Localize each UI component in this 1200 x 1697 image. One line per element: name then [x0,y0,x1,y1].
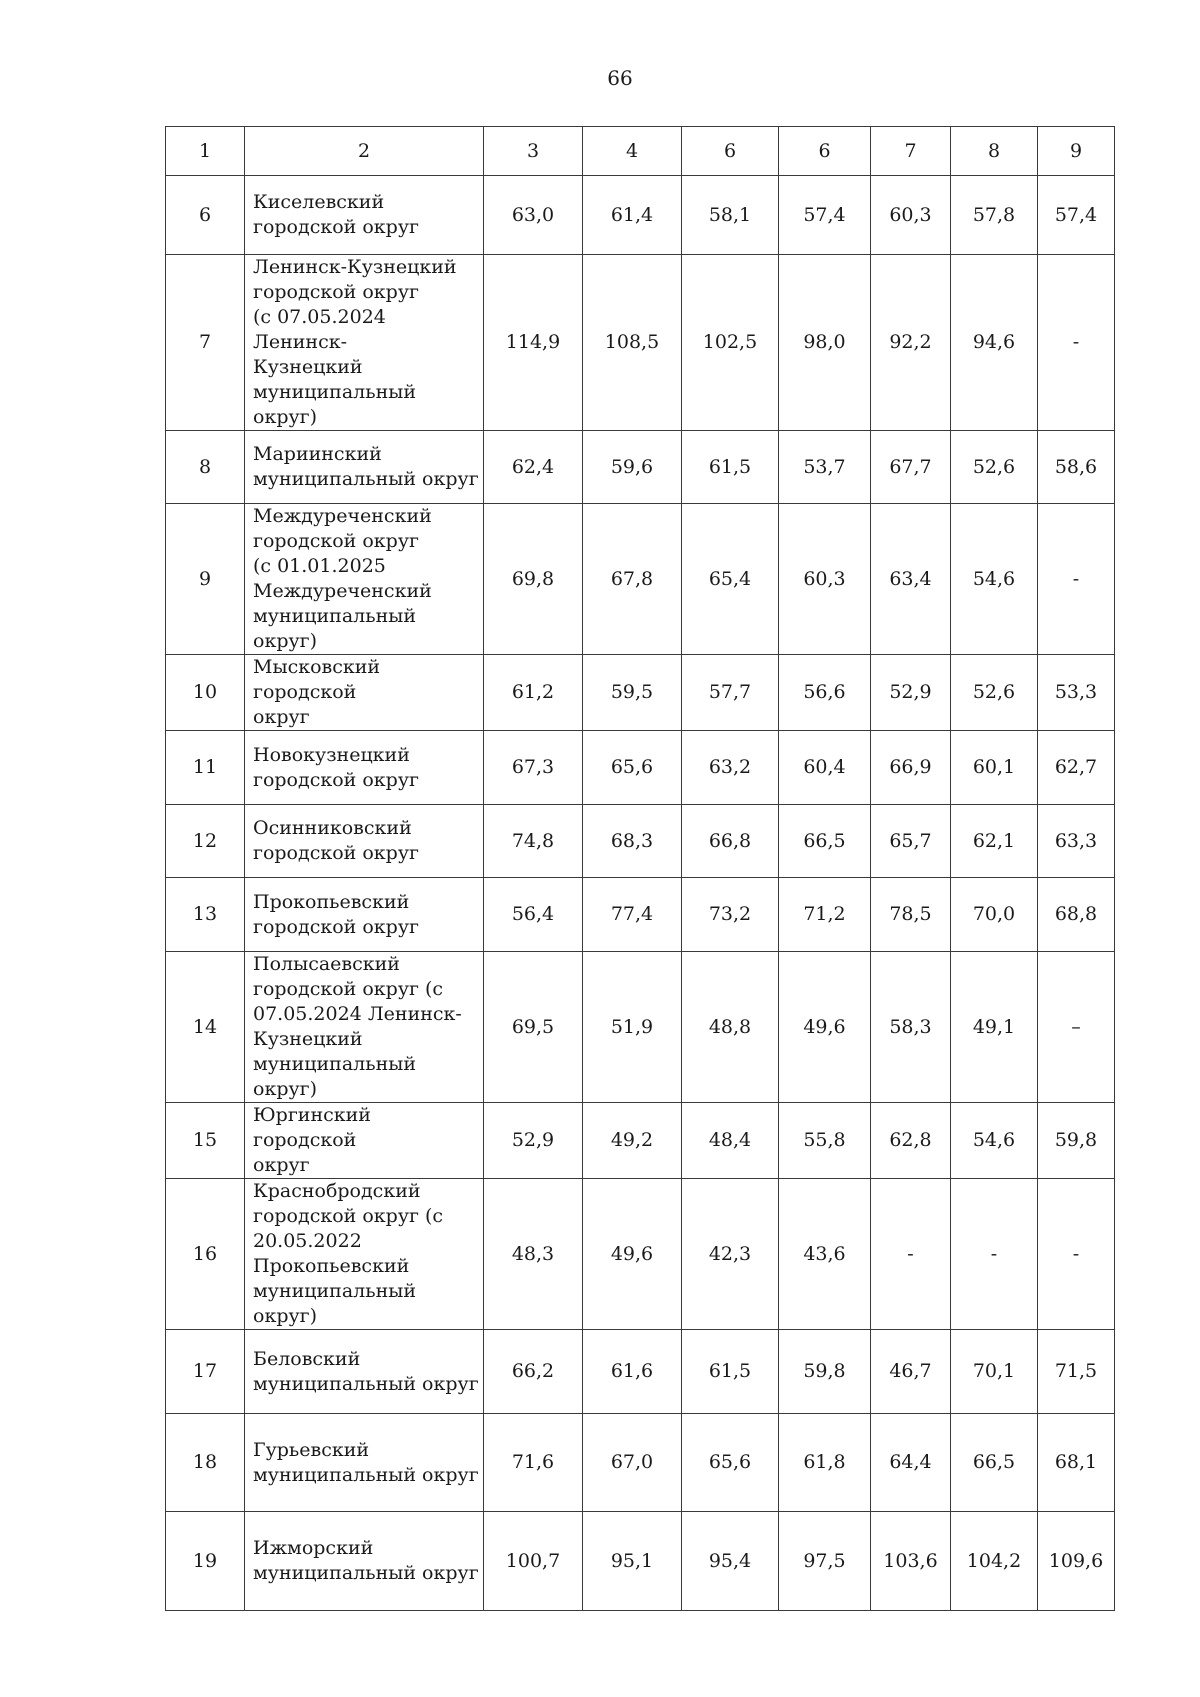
value-cell: 49,1 [951,952,1038,1103]
row-number-cell: 7 [166,255,245,431]
row-number-cell: 11 [166,731,245,805]
value-cell: 49,6 [779,952,871,1103]
value-cell: 59,8 [779,1330,871,1414]
value-cell: 68,8 [1038,878,1115,952]
municipality-name-line: городской округ (с [253,978,444,1000]
value-cell: 60,3 [871,176,951,255]
value-cell: 66,5 [779,805,871,878]
table-row [166,655,1115,731]
municipality-name-cell [245,1179,484,1330]
municipality-name-cell [245,255,484,431]
municipality-name-line: муниципальный округ) [253,381,417,428]
value-cell: 66,2 [484,1330,583,1414]
municipality-name-line: 07.05.2024 Ленинск- [253,1003,462,1025]
value-cell: 57,4 [779,176,871,255]
value-cell: 52,6 [951,431,1038,504]
value-cell: 61,5 [682,431,779,504]
table-row [166,176,1115,255]
municipality-name-line: Беловский [253,1347,361,1370]
municipality-name-line: муниципальный округ) [253,1280,417,1327]
column-number-cell: 9 [1038,127,1115,176]
value-cell: 77,4 [583,878,682,952]
column-number-cell: 7 [871,127,951,176]
municipality-name-line: городской округ [253,768,419,791]
value-cell: 68,1 [1038,1414,1115,1512]
value-cell: 63,3 [1038,805,1115,878]
column-number-cell: 6 [682,127,779,176]
municipality-name-line: Кузнецкий [253,1028,363,1050]
value-cell: 64,4 [871,1414,951,1512]
value-cell: 49,6 [583,1179,682,1330]
row-number-cell: 14 [166,952,245,1103]
value-cell: 61,5 [682,1330,779,1414]
value-cell: 53,3 [1038,655,1115,731]
municipality-name-line: Ижморский [253,1537,374,1559]
value-cell: 95,4 [682,1512,779,1611]
value-cell: 70,1 [951,1330,1038,1414]
data-table [165,126,1115,1611]
value-cell: 68,3 [583,805,682,878]
value-cell: 71,6 [484,1414,583,1512]
value-cell: 63,0 [484,176,583,255]
municipality-name-line: 20.05.2022 [253,1230,362,1252]
municipality-name-line: Прокопьевский [253,1255,410,1277]
value-cell: 59,8 [1038,1103,1115,1179]
value-cell: 66,9 [871,731,951,805]
value-cell: 51,9 [583,952,682,1103]
row-number-cell: 6 [166,176,245,255]
table-row [166,1103,1115,1179]
table-row [166,504,1115,655]
value-cell: 92,2 [871,255,951,431]
value-cell: 62,7 [1038,731,1115,805]
municipality-name-line: Осинниковский [253,817,412,839]
value-cell: 57,4 [1038,176,1115,255]
value-cell: 52,6 [951,655,1038,731]
column-number-cell: 2 [245,127,484,176]
value-cell: 57,8 [951,176,1038,255]
municipality-name-line: (с 01.01.2025 [253,555,386,577]
municipality-name-cell [245,1330,484,1414]
value-cell: 104,2 [951,1512,1038,1611]
municipality-name-line: округ [253,1154,310,1176]
value-cell: 71,2 [779,878,871,952]
municipality-name-line: городской округ [253,216,419,238]
row-number-cell: 13 [166,878,245,952]
table-row [166,1512,1115,1611]
value-cell: 61,4 [583,176,682,255]
municipality-name-cell [245,805,484,878]
page-number: 66 [607,66,633,90]
row-number-cell: 8 [166,431,245,504]
municipality-name-cell [245,655,484,731]
value-cell: 78,5 [871,878,951,952]
value-cell: 58,6 [1038,431,1115,504]
municipality-name-cell [245,952,484,1103]
table-row [166,1179,1115,1330]
column-number-cell: 4 [583,127,682,176]
value-cell: 54,6 [951,1103,1038,1179]
value-cell: 94,6 [951,255,1038,431]
value-cell: 65,6 [682,1414,779,1512]
municipality-name-line: муниципальный округ [253,1372,479,1395]
column-number-cell: 3 [484,127,583,176]
value-cell: 67,7 [871,431,951,504]
value-cell: 58,1 [682,176,779,255]
municipality-name-line: Кузнецкий [253,356,363,378]
value-cell: 59,6 [583,431,682,504]
municipality-name-line: Междуреченский [253,580,432,602]
table-row [166,255,1115,431]
value-cell: 60,3 [779,504,871,655]
value-cell: - [871,1179,951,1330]
value-cell: 100,7 [484,1512,583,1611]
value-cell: 63,2 [682,731,779,805]
value-cell: 66,8 [682,805,779,878]
value-cell: 109,6 [1038,1512,1115,1611]
municipality-name-line: Мариинский [253,443,382,465]
municipality-name-cell [245,731,484,805]
value-cell: 58,3 [871,952,951,1103]
value-cell: - [1038,504,1115,655]
municipality-name-line: городской округ [253,842,419,864]
value-cell: – [1038,952,1115,1103]
municipality-name-line: Мысковский городской [253,656,381,703]
value-cell: 67,0 [583,1414,682,1512]
municipality-name-line: городской округ [253,530,419,552]
municipality-name-cell [245,1414,484,1512]
value-cell: 69,8 [484,504,583,655]
value-cell: 52,9 [484,1103,583,1179]
municipality-name-line: Междуреченский [253,505,432,527]
column-number-cell: 8 [951,127,1038,176]
value-cell: 61,8 [779,1414,871,1512]
municipality-name-line: Новокузнецкий [253,743,410,766]
value-cell: 48,3 [484,1179,583,1330]
column-number-cell: 1 [166,127,245,176]
value-cell: 65,6 [583,731,682,805]
value-cell: 62,4 [484,431,583,504]
value-cell: 59,5 [583,655,682,731]
value-cell: 53,7 [779,431,871,504]
value-cell: 108,5 [583,255,682,431]
municipality-name-cell [245,431,484,504]
value-cell: 56,4 [484,878,583,952]
row-number-cell: 18 [166,1414,245,1512]
value-cell: 73,2 [682,878,779,952]
header-row [166,127,1115,176]
value-cell: 60,1 [951,731,1038,805]
value-cell: 52,9 [871,655,951,731]
municipality-name-cell [245,1512,484,1611]
value-cell: 49,2 [583,1103,682,1179]
municipality-name-line: Краснобродский [253,1180,421,1202]
value-cell: 62,8 [871,1103,951,1179]
table-row [166,1414,1115,1512]
municipality-name-line: Гурьевский [253,1438,370,1461]
value-cell: 42,3 [682,1179,779,1330]
row-number-cell: 19 [166,1512,245,1611]
municipality-name-line: Полысаевский [253,953,400,975]
municipality-name-line: Юргинский городской [253,1104,371,1151]
municipality-name-line: муниципальный округ [253,1562,479,1584]
value-cell: 54,6 [951,504,1038,655]
value-cell: 67,8 [583,504,682,655]
municipality-name-line: (с 07.05.2024 Ленинск- [253,306,386,353]
value-cell: 43,6 [779,1179,871,1330]
municipality-name-cell [245,176,484,255]
table-row [166,805,1115,878]
table-row [166,952,1115,1103]
value-cell: 97,5 [779,1512,871,1611]
table-row [166,731,1115,805]
value-cell: 65,4 [682,504,779,655]
value-cell: 60,4 [779,731,871,805]
value-cell: 65,7 [871,805,951,878]
municipality-name-line: городской округ [253,281,419,303]
value-cell: 69,5 [484,952,583,1103]
value-cell: 74,8 [484,805,583,878]
value-cell: 46,7 [871,1330,951,1414]
municipality-name-cell [245,878,484,952]
value-cell: - [1038,255,1115,431]
municipality-name-line: Прокопьевский [253,890,410,913]
value-cell: 71,5 [1038,1330,1115,1414]
value-cell: 62,1 [951,805,1038,878]
value-cell: 103,6 [871,1512,951,1611]
table-row [166,431,1115,504]
municipality-name-line: муниципальный округ [253,1463,479,1486]
row-number-cell: 16 [166,1179,245,1330]
municipality-name-line: округ [253,706,310,728]
municipality-name-line: муниципальный округ) [253,1053,417,1100]
value-cell: 63,4 [871,504,951,655]
row-number-cell: 15 [166,1103,245,1179]
value-cell: 66,5 [951,1414,1038,1512]
municipality-name-cell [245,1103,484,1179]
municipality-name-cell [245,504,484,655]
municipality-name-line: муниципальный округ) [253,605,417,652]
row-number-cell: 9 [166,504,245,655]
table-row [166,1330,1115,1414]
municipality-name-line: муниципальный округ [253,468,479,490]
value-cell: 56,6 [779,655,871,731]
value-cell: 61,6 [583,1330,682,1414]
municipality-name-line: Киселевский [253,191,385,213]
value-cell: 61,2 [484,655,583,731]
row-number-cell: 17 [166,1330,245,1414]
table-row [166,878,1115,952]
value-cell: 98,0 [779,255,871,431]
municipality-name-line: Ленинск-Кузнецкий [253,256,457,278]
value-cell: 114,9 [484,255,583,431]
column-number-cell: 6 [779,127,871,176]
value-cell: 48,8 [682,952,779,1103]
municipality-name-line: городской округ (с [253,1205,444,1227]
value-cell: 67,3 [484,731,583,805]
value-cell: 48,4 [682,1103,779,1179]
row-number-cell: 10 [166,655,245,731]
value-cell: - [1038,1179,1115,1330]
value-cell: 57,7 [682,655,779,731]
value-cell: - [951,1179,1038,1330]
value-cell: 70,0 [951,878,1038,952]
row-number-cell: 12 [166,805,245,878]
value-cell: 55,8 [779,1103,871,1179]
value-cell: 95,1 [583,1512,682,1611]
municipality-name-line: городской округ [253,915,419,938]
value-cell: 102,5 [682,255,779,431]
